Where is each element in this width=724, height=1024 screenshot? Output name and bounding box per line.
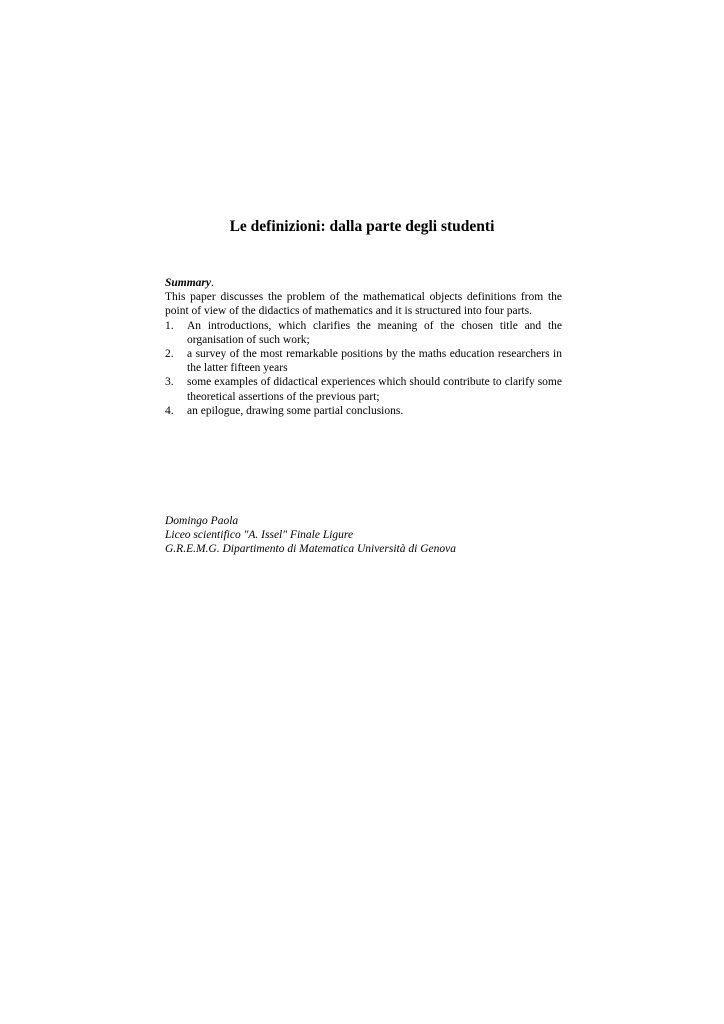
list-item <box>165 319 562 347</box>
list-item-text: a survey of the most remarkable positions by the maths education researchers in the latter fifteen years <box>187 348 562 375</box>
list-item-number: 1. <box>165 319 174 332</box>
list-item <box>165 375 562 403</box>
document-title: Le definizioni: dalla parte degli studenti <box>229 218 495 235</box>
list-item <box>165 347 562 375</box>
summary-heading-label: Summary <box>165 277 212 289</box>
list-item-number: 4. <box>165 404 174 417</box>
summary-heading-punct: . <box>211 277 214 289</box>
list-item-number: 2. <box>165 348 174 361</box>
summary-section <box>165 276 562 418</box>
author-school: Liceo scientifico "A. Issel" Finale Ligure <box>165 529 354 542</box>
list-item-text: An introductions, which clarifies the meaning of the chosen title and the organisation of such work; <box>187 319 562 346</box>
list-item-text: an epilogue, drawing some partial conclusions. <box>187 404 404 417</box>
author-department: G.R.E.M.G. Dipartimento di Matematica Università di Genova <box>165 543 456 556</box>
author-block <box>165 514 456 557</box>
list-item-text: some examples of didactical experiences which should contribute to clarify some theoretical assertions of the previous part; <box>187 376 562 403</box>
summary-body: This paper discusses the problem of the mathematical objects definitions from the point of view of the didactics of mathematics and it is structured into four parts. <box>165 291 562 318</box>
list-item-number: 3. <box>165 376 174 389</box>
summary-heading <box>165 276 562 290</box>
summary-list <box>165 319 562 418</box>
author-name: Domingo Paola <box>165 515 239 527</box>
list-item <box>165 404 562 418</box>
